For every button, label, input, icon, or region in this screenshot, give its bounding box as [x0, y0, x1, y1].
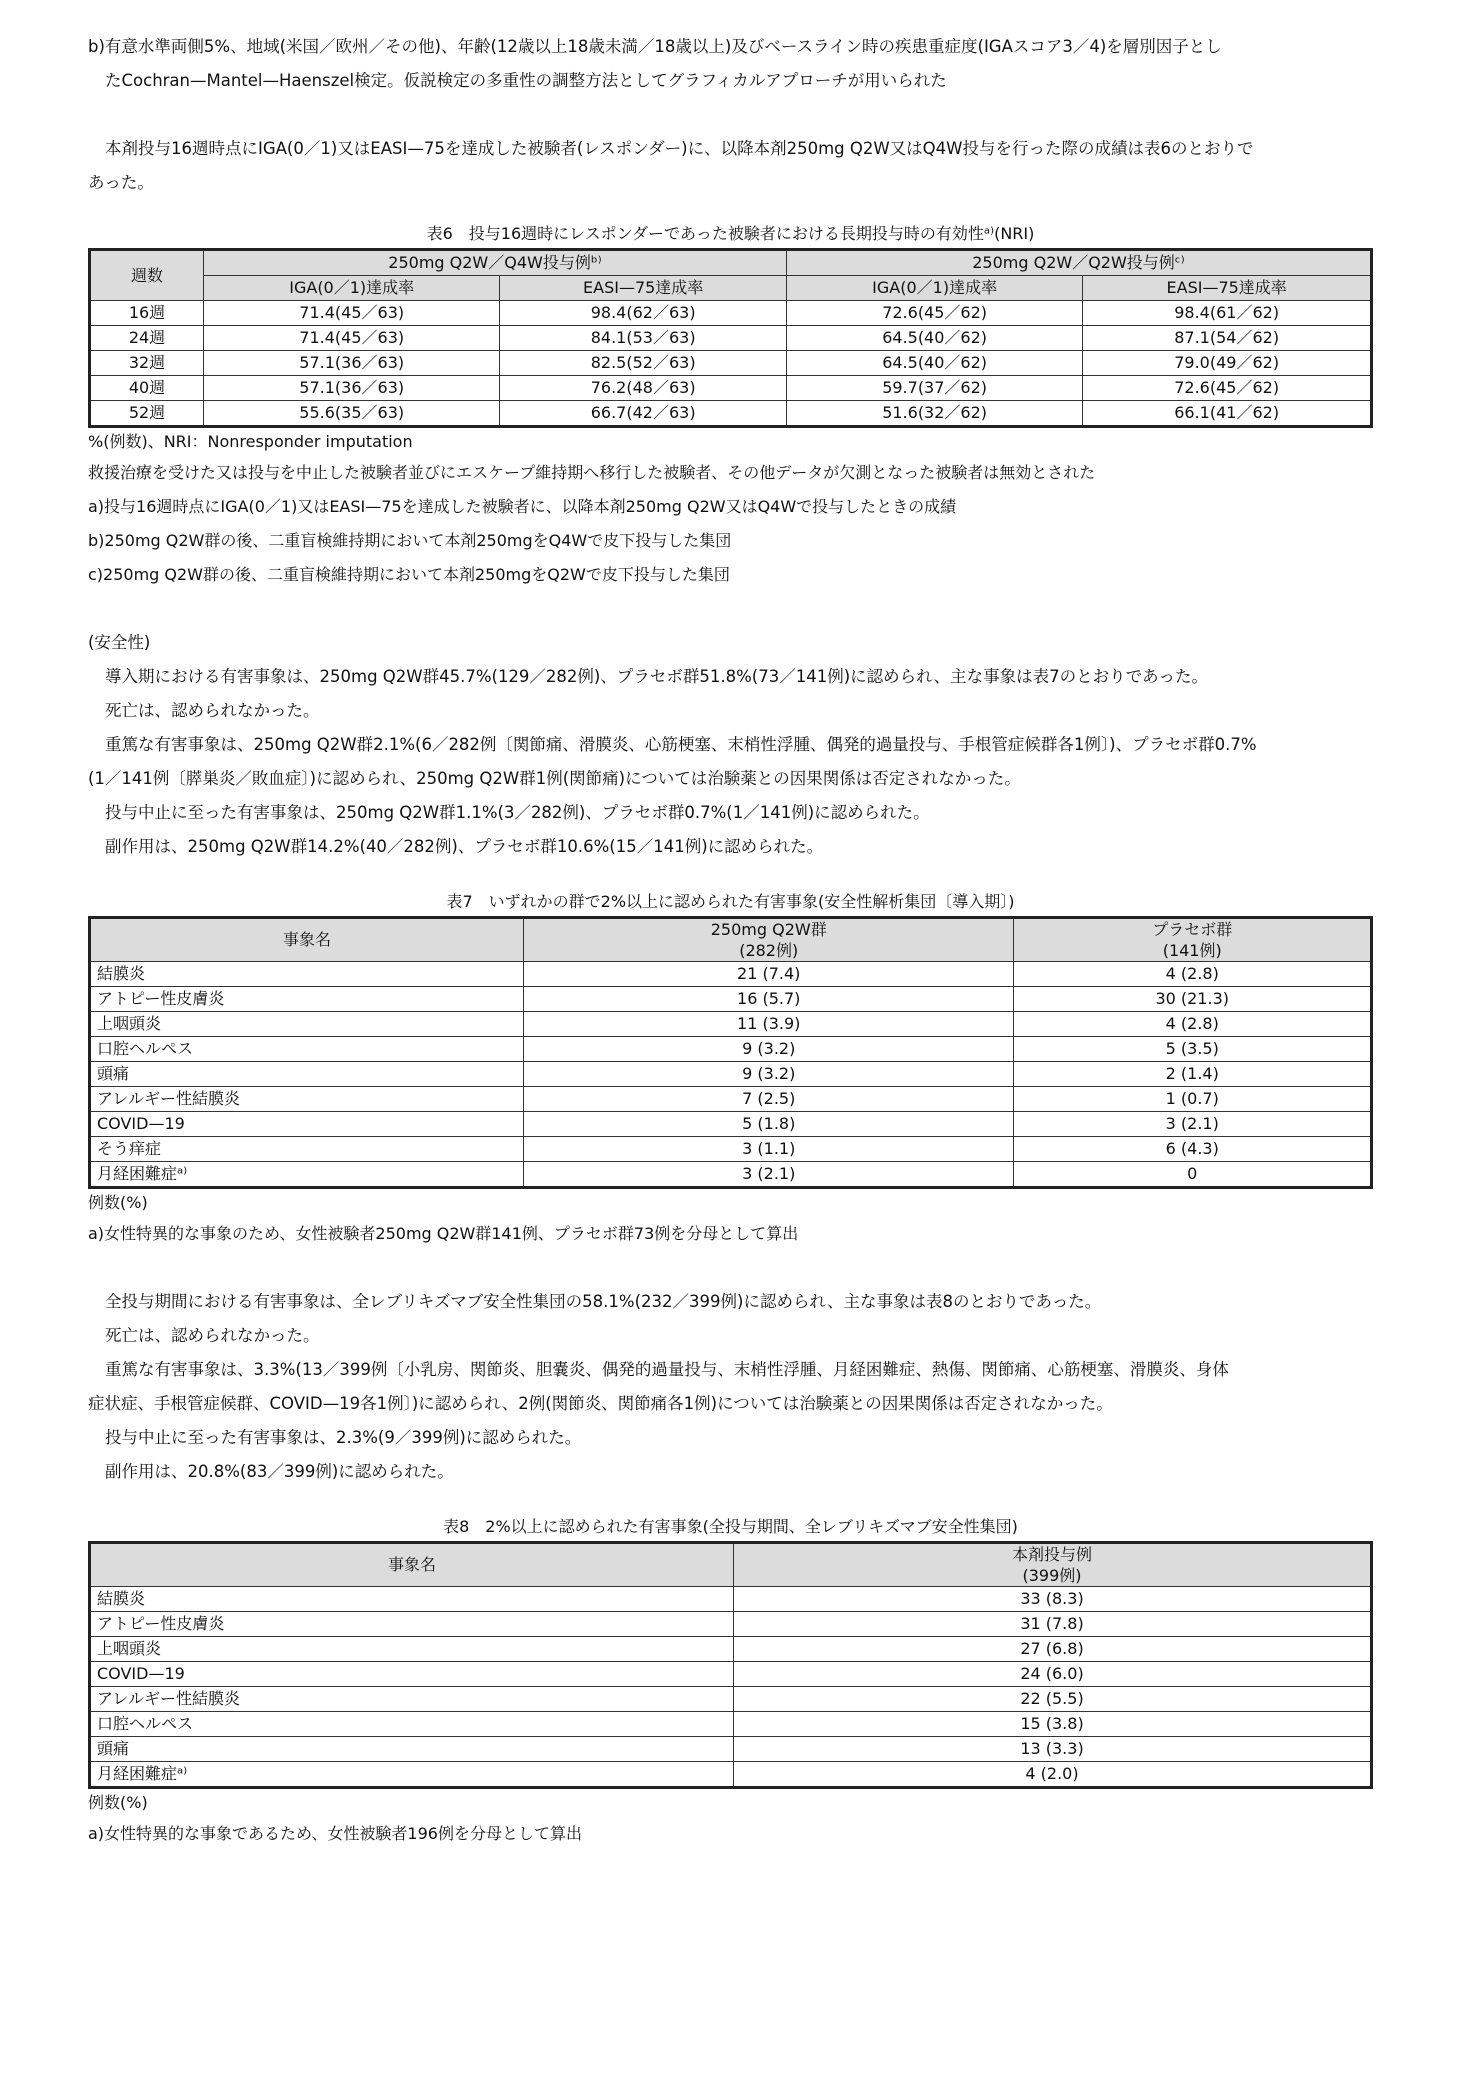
- overall-para: 重篤な有害事象は、3.3%(13／399例〔小乳房、関節炎、胆嚢炎、偶発的過量投与、末梢性浮腫、月経困難症、熱傷、関節痛、心筋梗塞、滑膜炎、身体 症状症、手根管症候群、COVID—19各1例〕)に認められ、2例(関節炎、関節痛各1例)については治験薬との因果関係は否定されなかった。: [88, 1360, 1229, 1413]
- table7-cell: 4 (2.8): [1014, 962, 1372, 987]
- table6-cell: 72.6(45／62): [1083, 376, 1372, 401]
- table8-cell: アトピー性皮膚炎: [90, 1612, 734, 1637]
- table-row: [90, 326, 1372, 351]
- table6-cell: 57.1(36／63): [204, 376, 500, 401]
- table6-cell: 55.6(35／63): [204, 401, 500, 427]
- table7-cell: 5 (1.8): [524, 1112, 1014, 1137]
- table6-cell: 66.7(42／63): [500, 401, 786, 427]
- table7-cell: 9 (3.2): [524, 1062, 1014, 1087]
- table-row: [90, 376, 1372, 401]
- table7-cell: 3 (2.1): [524, 1162, 1014, 1188]
- table6-cell: 98.4(62／63): [500, 301, 786, 326]
- table6-week-header: 週数: [90, 250, 204, 301]
- overall-para: 投与中止に至った有害事象は、2.3%(9／399例)に認められた。: [105, 1428, 582, 1447]
- table7-cell: 7 (2.5): [524, 1087, 1014, 1112]
- safety-para: 死亡は、認められなかった。: [105, 701, 320, 720]
- table8-cell: 24 (6.0): [734, 1662, 1372, 1687]
- intro-para2: 本剤投与16週時点にIGA(0／1)又はEASI—75を達成した被験者(レスポンダー)に、以降本剤250mg Q2W又はQ4W投与を行った際の成績は表6のとおりで あった。: [88, 139, 1254, 192]
- table-row: [90, 987, 1372, 1012]
- table-row: [90, 1162, 1372, 1188]
- table7-cell: 頭痛: [90, 1062, 524, 1087]
- safety-heading: (安全性): [88, 633, 151, 652]
- document-page: [88, 30, 1373, 1851]
- table6-caption: 表6 投与16週時にレスポンダーであった被験者における長期投与時の有効性ᵃ⁾(NRI): [426, 224, 1035, 243]
- table-row: [90, 1062, 1372, 1087]
- table6-cell: 87.1(54／62): [1083, 326, 1372, 351]
- table8-cell: COVID—19: [90, 1662, 734, 1687]
- table6-subheader: EASI—75達成率: [1083, 276, 1372, 301]
- table7-cell: COVID—19: [90, 1112, 524, 1137]
- safety-para: 重篤な有害事象は、250mg Q2W群2.1%(6／282例〔関節痛、滑膜炎、心筋梗塞、末梢性浮腫、偶発的過量投与、手根管症候群各1例〕)、プラセボ群0.7% (1／141例〔膵巣炎／敗血症〕)に認められ、250mg Q2W群1例(関節痛)については治験薬との因果関係は否定されなかった。: [88, 735, 1257, 788]
- table7-cell: そう痒症: [90, 1137, 524, 1162]
- table7-cell: 月経困難症ᵃ⁾: [90, 1162, 524, 1188]
- table8-cell: 31 (7.8): [734, 1612, 1372, 1637]
- table7-cell: 口腔ヘルペス: [90, 1037, 524, 1062]
- table6-note: b)250mg Q2W群の後、二重盲検維持期において本剤250mgをQ4Wで皮下投与した集団: [88, 531, 732, 550]
- safety-para: 副作用は、250mg Q2W群14.2%(40／282例)、プラセボ群10.6%(15／141例)に認められた。: [105, 837, 824, 856]
- table6-note: 救援治療を受けた又は投与を中止した被験者並びにエスケープ維持期へ移行した被験者、その他データが欠測となった被験者は無効とされた: [88, 463, 1096, 482]
- table-row: [90, 1762, 1372, 1788]
- table6-cell: 82.5(52／63): [500, 351, 786, 376]
- table6-group2-header: 250mg Q2W／Q2W投与例ᶜ⁾: [786, 250, 1371, 276]
- table8-col1-header: 本剤投与例 (399例): [734, 1543, 1372, 1587]
- table6-subheader: IGA(0／1)達成率: [204, 276, 500, 301]
- table7-cell: 2 (1.4): [1014, 1062, 1372, 1087]
- table6-cell: 64.5(40／62): [786, 326, 1082, 351]
- table8-cell: 13 (3.3): [734, 1737, 1372, 1762]
- table-row: [90, 1612, 1372, 1637]
- table-row: [90, 1112, 1372, 1137]
- table-row: [90, 1587, 1372, 1612]
- table-row: [90, 1087, 1372, 1112]
- table7-note: a)女性特異的な事象のため、女性被験者250mg Q2W群141例、プラセボ群73例を分母として算出: [88, 1224, 799, 1243]
- table7-cell: 1 (0.7): [1014, 1087, 1372, 1112]
- table7-cell: 21 (7.4): [524, 962, 1014, 987]
- table7-note: 例数(%): [88, 1193, 148, 1212]
- table8-cell: 月経困難症ᵃ⁾: [90, 1762, 734, 1788]
- table8-cell: 口腔ヘルペス: [90, 1712, 734, 1737]
- table8-cell: 27 (6.8): [734, 1637, 1372, 1662]
- overall-para: 副作用は、20.8%(83／399例)に認められた。: [105, 1462, 454, 1481]
- table8-cell: 15 (3.8): [734, 1712, 1372, 1737]
- table7-cell: アトピー性皮膚炎: [90, 987, 524, 1012]
- table7: [88, 916, 1373, 1189]
- table8-cell: 頭痛: [90, 1737, 734, 1762]
- table-row: [90, 1662, 1372, 1687]
- table6-cell: 84.1(53／63): [500, 326, 786, 351]
- table-row: [90, 1637, 1372, 1662]
- table6-subheader: IGA(0／1)達成率: [786, 276, 1082, 301]
- table7-cell: 4 (2.8): [1014, 1012, 1372, 1037]
- table6-cell: 51.6(32／62): [786, 401, 1082, 427]
- table8-event-header: 事象名: [90, 1543, 734, 1587]
- table6-note: %(例数)、NRI：Nonresponder imputation: [88, 432, 413, 451]
- safety-para: 導入期における有害事象は、250mg Q2W群45.7%(129／282例)、プラセボ群51.8%(73／141例)に認められ、主な事象は表7のとおりであった。: [105, 667, 1208, 686]
- table-row: [90, 1037, 1372, 1062]
- table8-cell: 結膜炎: [90, 1587, 734, 1612]
- table7-col1-header: 250mg Q2W群 (282例): [524, 918, 1014, 962]
- table6-cell: 98.4(61／62): [1083, 301, 1372, 326]
- table7-col2-header: プラセボ群 (141例): [1014, 918, 1372, 962]
- table8-cell: 33 (8.3): [734, 1587, 1372, 1612]
- table8-note: a)女性特異的な事象であるため、女性被験者196例を分母として算出: [88, 1824, 582, 1843]
- table7-cell: 5 (3.5): [1014, 1037, 1372, 1062]
- table-row: [90, 301, 1372, 326]
- table7-event-header: 事象名: [90, 918, 524, 962]
- table6-cell: 79.0(49／62): [1083, 351, 1372, 376]
- table-row: [90, 351, 1372, 376]
- table7-cell: 3 (1.1): [524, 1137, 1014, 1162]
- table7-cell: 9 (3.2): [524, 1037, 1014, 1062]
- table6-cell: 59.7(37／62): [786, 376, 1082, 401]
- table6-group1-header: 250mg Q2W／Q4W投与例ᵇ⁾: [204, 250, 787, 276]
- overall-para: 死亡は、認められなかった。: [105, 1326, 320, 1345]
- table-row: [90, 1737, 1372, 1762]
- table7-cell: 結膜炎: [90, 962, 524, 987]
- table6-cell: 71.4(45／63): [204, 326, 500, 351]
- table6-cell: 52週: [90, 401, 204, 427]
- table-row: [90, 1687, 1372, 1712]
- table7-cell: 6 (4.3): [1014, 1137, 1372, 1162]
- table8-note: 例数(%): [88, 1793, 148, 1812]
- table6-cell: 24週: [90, 326, 204, 351]
- table6-cell: 40週: [90, 376, 204, 401]
- table6: [88, 248, 1373, 428]
- table7-cell: 16 (5.7): [524, 987, 1014, 1012]
- table7-cell: 上咽頭炎: [90, 1012, 524, 1037]
- table-row: [90, 1137, 1372, 1162]
- table6-subheader: EASI—75達成率: [500, 276, 786, 301]
- safety-para: 投与中止に至った有害事象は、250mg Q2W群1.1%(3／282例)、プラセボ群0.7%(1／141例)に認められた。: [105, 803, 930, 822]
- table8-cell: アレルギー性結膜炎: [90, 1687, 734, 1712]
- table7-cell: 11 (3.9): [524, 1012, 1014, 1037]
- table7-cell: 3 (2.1): [1014, 1112, 1372, 1137]
- table6-cell: 32週: [90, 351, 204, 376]
- table8-cell: 4 (2.0): [734, 1762, 1372, 1788]
- table7-cell: アレルギー性結膜炎: [90, 1087, 524, 1112]
- table8-cell: 22 (5.5): [734, 1687, 1372, 1712]
- table6-cell: 71.4(45／63): [204, 301, 500, 326]
- table6-cell: 76.2(48／63): [500, 376, 786, 401]
- table6-cell: 64.5(40／62): [786, 351, 1082, 376]
- table7-cell: 0: [1014, 1162, 1372, 1188]
- table6-note: c)250mg Q2W群の後、二重盲検維持期において本剤250mgをQ2Wで皮下投与した集団: [88, 565, 730, 584]
- intro-para1: b)有意水準両側5%、地域(米国／欧州／その他)、年齢(12歳以上18歳未満／18歳以上)及びベースライン時の疾患重症度(IGAスコア3／4)を層別因子とし たCochran—Mantel—Haenszel検定。仮説検定の多重性の調整方法としてグラフィカルアプローチが用いられた: [88, 37, 1222, 90]
- table6-note: a)投与16週時点にIGA(0／1)又はEASI—75を達成した被験者に、以降本剤250mg Q2W又はQ4Wで投与したときの成績: [88, 497, 957, 516]
- table6-cell: 72.6(45／62): [786, 301, 1082, 326]
- table7-caption: 表7 いずれかの群で2%以上に認められた有害事象(安全性解析集団〔導入期〕): [446, 892, 1015, 911]
- table8-caption: 表8 2%以上に認められた有害事象(全投与期間、全レブリキズマブ安全性集団): [443, 1517, 1018, 1536]
- table7-cell: 30 (21.3): [1014, 987, 1372, 1012]
- table-row: [90, 1012, 1372, 1037]
- table6-cell: 57.1(36／63): [204, 351, 500, 376]
- table-row: [90, 1712, 1372, 1737]
- table8: [88, 1541, 1373, 1789]
- table6-cell: 66.1(41／62): [1083, 401, 1372, 427]
- table-row: [90, 962, 1372, 987]
- overall-para: 全投与期間における有害事象は、全レブリキズマブ安全性集団の58.1%(232／399例)に認められ、主な事象は表8のとおりであった。: [105, 1292, 1102, 1311]
- table-row: [90, 401, 1372, 427]
- table6-cell: 16週: [90, 301, 204, 326]
- table8-cell: 上咽頭炎: [90, 1637, 734, 1662]
